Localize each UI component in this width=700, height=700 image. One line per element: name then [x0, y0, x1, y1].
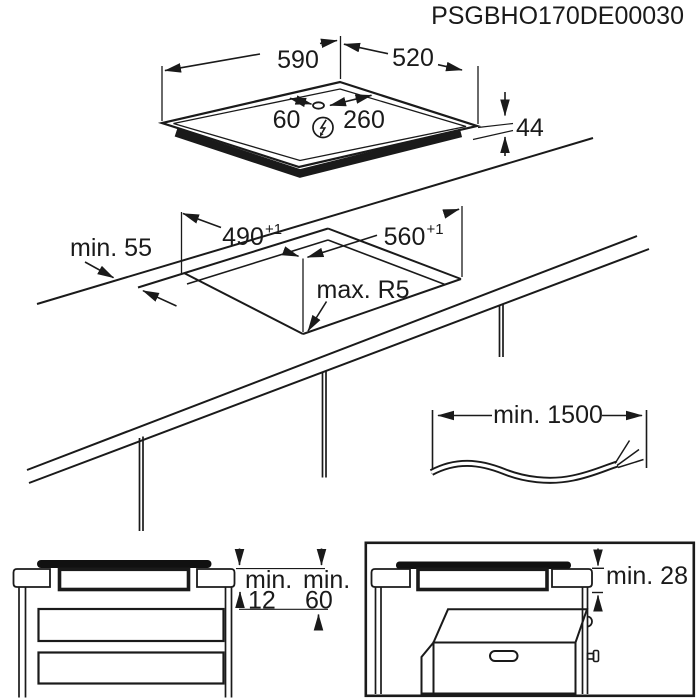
hob-glass-section	[37, 560, 212, 568]
power-connection-icon	[313, 118, 333, 138]
dim-44-label: 44	[516, 114, 544, 142]
dim-490-label: 490	[222, 223, 264, 251]
dim-590-label: 590	[277, 46, 319, 74]
min-55-label: min. 55	[70, 234, 152, 262]
cabinet-legs	[140, 305, 504, 532]
dim-560-label: 560	[383, 223, 426, 251]
oven-handle	[490, 651, 518, 661]
cable-gland-icon	[313, 102, 324, 108]
dim-44	[473, 92, 544, 156]
min-60-value: 60	[305, 586, 333, 615]
dim-60-label: 60	[272, 106, 301, 134]
min-12-label: min.	[245, 566, 293, 594]
min-1500-label: min. 1500	[493, 401, 603, 429]
section-oven-install	[366, 543, 694, 696]
dim-520	[344, 44, 462, 72]
hob-isometric-view	[162, 36, 544, 174]
hob-body-section	[418, 569, 547, 589]
drawer-1	[39, 609, 224, 641]
power-cable-drawing	[432, 441, 644, 481]
min-28-label: min. 28	[606, 562, 688, 590]
section-drawer-install	[14, 549, 351, 698]
dim-max-r5	[308, 276, 410, 331]
max-r5-label: max. R5	[316, 276, 410, 304]
dim-min-55	[70, 234, 176, 306]
oven-drawing	[422, 609, 599, 693]
worktop-cutout-view	[27, 138, 649, 531]
min-60-label: min.	[303, 566, 351, 594]
hob-body-section	[60, 569, 189, 589]
product-code: PSGBHO170DE00030	[431, 2, 684, 30]
drawer-2	[39, 653, 224, 684]
dim-590	[165, 41, 337, 75]
cable-length-view	[432, 401, 647, 480]
dim-490-tolerance: +1	[265, 221, 283, 238]
dim-260-label: 260	[343, 106, 385, 134]
min-12-value: 12	[248, 586, 276, 615]
dim-560-tolerance: +1	[426, 221, 444, 238]
dim-520-label: 520	[392, 44, 434, 72]
